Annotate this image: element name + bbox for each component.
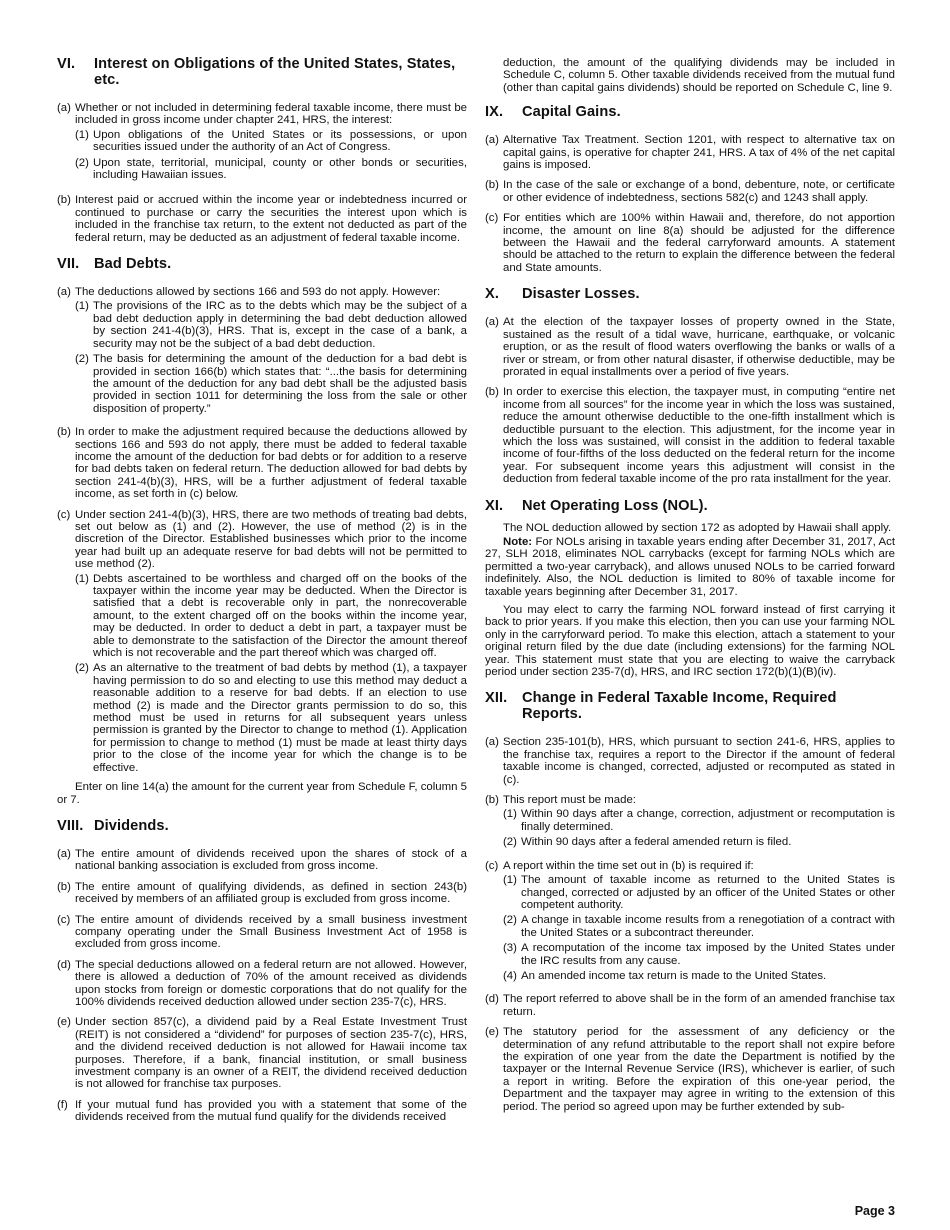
paragraph-item bbox=[485, 316, 895, 378]
paragraph-item bbox=[485, 179, 895, 204]
subitem-text: A recomputation of the income tax imposed by the United States under the IRC results from any cause. bbox=[521, 942, 895, 967]
paragraph: The NOL deduction allowed by section 172 as adopted by Hawaii shall apply. bbox=[503, 521, 892, 534]
section-title: Dividends. bbox=[94, 817, 169, 834]
item-label: (a) bbox=[485, 134, 499, 147]
item-text: In order to exercise this election, the taxpayer must, in computing “entire net income from all sources” for the income year in which the loss was sustained, reduce the amount otherwise deductible to the one-fifth installment which is deductible pursuant to the election. This adjustment, for the income year in which the loss was sustained, will consist in the addition to federal taxable income of four-fifths of the loss deducted on the federal return for the income year. For subsequent income years this adjustment will consist in the deduction from federal taxable income of the pro rata installment for the year. bbox=[503, 386, 895, 486]
item-text: This report must be made: bbox=[503, 794, 636, 807]
paragraph-item bbox=[485, 1026, 895, 1113]
subitem-text: An amended income tax return is made to the United States. bbox=[521, 969, 827, 982]
subitem-label: (1) bbox=[503, 808, 517, 821]
section-title: Disaster Losses. bbox=[522, 286, 640, 303]
item-text: In order to make the adjustment required because the deductions allowed by sections 166 and 593 do not apply, there must be added to federal taxable income the amount of the deduction for bad debts or for addition to a reserve for bad debts taken on federal return. The deduction allowed for bad debts by section 241-4(b)(3), HRS, will be a further adjustment of federal taxable income, as set forth in (c) below. bbox=[75, 426, 467, 501]
section-number: VII. bbox=[57, 256, 80, 273]
subitem bbox=[75, 129, 467, 154]
subitem bbox=[503, 914, 895, 939]
paragraph-item bbox=[57, 509, 467, 778]
paragraph-item bbox=[57, 194, 467, 244]
section-number: VIII. bbox=[57, 817, 84, 834]
section-heading bbox=[485, 690, 895, 722]
paragraph-item bbox=[57, 1099, 467, 1124]
subitem-label: (2) bbox=[75, 353, 89, 366]
item-label: (c) bbox=[57, 508, 71, 521]
left-column bbox=[57, 56, 467, 1132]
note-text: For NOLs arising in taxable years ending after December 31, 2017, Act 27, SLH 2018, eliminates NOL carrybacks (except for farming NOLs which are permitted a two-year carryback), and allows unused NOLs to be carried forward indefinitely. Also, the NOL deduction is limited to 80% of taxable income for taxable years beginning after December 31, 2017. bbox=[485, 535, 895, 598]
paragraph-item bbox=[485, 134, 895, 171]
item-label: (e) bbox=[485, 1026, 499, 1039]
item-text: The entire amount of qualifying dividends, as defined in section 243(b) received by members of an affiliated group is excluded from gross income. bbox=[75, 880, 467, 906]
right-column bbox=[485, 57, 895, 1121]
item-text: Under section 241-4(b)(3), HRS, there are two methods of treating bad debts, set out below as (1) and (2). However, the use of method (2) is in the discretion of the Director. Established businesses which prior to the income year had built up an adequate reserve for bad debts will not be permitted to use method (2). bbox=[75, 508, 467, 571]
subitem-text: Upon obligations of the United States or its possessions, or upon securities issued under the authority of an Act of Congress. bbox=[93, 128, 467, 154]
paragraph-item bbox=[57, 426, 467, 500]
item-label: (f) bbox=[57, 1098, 68, 1111]
item-text: The entire amount of dividends received upon the shares of stock of a national banking association is excluded from gross income. bbox=[75, 847, 467, 873]
subitem-text: Within 90 days after a federal amended return is filed. bbox=[521, 836, 792, 849]
paragraph-item bbox=[57, 881, 467, 906]
paragraph-item bbox=[57, 848, 467, 873]
subitem-text: The provisions of the IRC as to the debts which may be the subject of a bad debt deduction apply in determining the bad debt deduction allowed by section 241-4(b)(3), HRS. That is, except in the case of a bank, a security may not be the subject of a bad debt deduction. bbox=[93, 300, 467, 350]
subitem-text: Upon state, territorial, municipal, county or other bonds or securities, including Hawaiian issues. bbox=[93, 156, 467, 182]
paragraph: You may elect to carry the farming NOL forward instead of first carrying it back to prior years. If you make this election, then you can use your farming NOL only in the carryforward period. To make this election, attach a statement to your original return filed by the due date (including extensions) for the farming NOL year. This statement must state that you are electing to waive the carryback period under section 235-7(d), HRS, and IRC section 172(b)(1)(B)(iv). bbox=[485, 604, 895, 679]
subitem-text: The basis for determining the amount of the deduction for a bad debt is provided in section 166(b) which states that: “...the basis for determining the amount of the deduction for any bad debt shall be the adjusted basis provided in section 1011 for determining the loss from the sale or other disposition of property.” bbox=[93, 353, 467, 415]
subitem bbox=[75, 157, 467, 182]
subitem-label: (4) bbox=[503, 969, 517, 982]
subitem bbox=[75, 353, 467, 415]
subitem bbox=[503, 970, 895, 982]
subitem bbox=[503, 874, 895, 911]
paragraph-item bbox=[485, 212, 895, 274]
section-heading bbox=[485, 498, 895, 514]
subitem-text: Debts ascertained to be worthless and charged off on the books of the taxpayer within the income year may be deducted. When the Director is satisfied that a debt is recoverable only in part, the nonrecoverable amount, to the extent charged off on the books within the income year, may be deducted. In order to deduct a debt in part, a taxpayer must be able to demonstrate to the satisfaction of the Director the amount thereof which is not recoverable and the part thereof which was charged off. bbox=[93, 572, 467, 660]
item-label: (d) bbox=[485, 993, 499, 1006]
item-label: (b) bbox=[57, 880, 71, 893]
section-title: Change in Federal Taxable Income, Required Reports. bbox=[522, 690, 837, 723]
item-label: (a) bbox=[57, 286, 71, 299]
subitem bbox=[75, 300, 467, 350]
paragraph-item bbox=[485, 993, 895, 1018]
item-text: Interest paid or accrued within the income year or indebtedness incurred or continued to purchase or carry the securities the interest upon which is included in the franchise tax return, to the extent not deducted as part of the federal return, may be deducted as an adjustment of federal taxable income. bbox=[75, 194, 467, 244]
section-number: XII. bbox=[485, 690, 508, 707]
item-text: Whether or not included in determining federal taxable income, there must be included in gross income under chapter 241, HRS, the interest: bbox=[75, 102, 467, 127]
subitem-label: (2) bbox=[75, 156, 89, 169]
section-number: X. bbox=[485, 286, 499, 303]
item-label: (b) bbox=[485, 794, 499, 807]
subitem-text: As an alternative to the treatment of bad debts by method (1), a taxpayer having permission to do so and electing to use this method may deduct a reasonable addition to a reserve for bad debts. If an election to use method (2) is made and the Director grants permission to do so, this method must be used in returns for all subsequent years unless permission is granted by the Director to change to method (1). Application for permission to change to method (1) must be made at least thirty days prior to the close of the income year for which the change is to be effective. bbox=[93, 662, 467, 774]
section-heading bbox=[57, 818, 467, 834]
subitem-label: (2) bbox=[75, 662, 89, 675]
section-heading bbox=[485, 104, 895, 120]
item-text: The entire amount of dividends received by a small business investment company operating under the Small Business Investment Act of 1958 is excluded from gross income. bbox=[75, 913, 467, 951]
item-text: The special deductions allowed on a federal return are not allowed. However, there is allowed a deduction of 70% of the amount received as dividends upon stocks from foreign or domestic corporations that do not qualify for the 100% dividends received deduction allowed under section 235-7(c), HRS. bbox=[75, 958, 467, 1008]
item-label: (e) bbox=[57, 1016, 71, 1029]
subitem bbox=[75, 573, 467, 660]
subitem bbox=[503, 836, 895, 848]
paragraph-item bbox=[57, 1016, 467, 1090]
section-number: VI. bbox=[57, 56, 76, 72]
item-text: The report referred to above shall be in the form of an amended franchise tax return. bbox=[503, 993, 895, 1018]
item-text: Section 235-101(b), HRS, which pursuant to section 241-6, HRS, applies to the franchise tax, requires a report to the Director if the amount of federal taxable income is changed, corrected, adjusted or recomputed as stated in (c). bbox=[503, 736, 895, 786]
paragraph-item bbox=[485, 860, 895, 986]
item-label: (c) bbox=[485, 212, 499, 225]
subitem-label: (1) bbox=[75, 300, 89, 313]
page-number: Page 3 bbox=[854, 1204, 895, 1218]
section-heading bbox=[57, 56, 467, 88]
item-label: (a) bbox=[57, 847, 71, 860]
subitem-text: Within 90 days after a change, correction, adjustment or recomputation is finally determined. bbox=[521, 808, 895, 833]
paragraph-item bbox=[485, 386, 895, 485]
item-label: (b) bbox=[485, 179, 499, 192]
paragraph-item bbox=[57, 959, 467, 1009]
item-text: If your mutual fund has provided you with a statement that some of the dividends received from the mutual fund qualify for the dividends received bbox=[75, 1098, 467, 1124]
item-label: (d) bbox=[57, 958, 71, 971]
subitem-text: The amount of taxable income as returned to the United States is changed, corrected or adjusted by an officer of the United States or other competent authority. bbox=[521, 874, 895, 911]
item-label: (a) bbox=[57, 102, 71, 114]
section-heading bbox=[57, 256, 467, 272]
item-label: (b) bbox=[57, 194, 71, 207]
section-heading bbox=[485, 286, 895, 302]
item-label: (c) bbox=[485, 859, 499, 872]
item-text: Alternative Tax Treatment. Section 1201, with respect to alternative tax on capital gains, is operative for chapter 241, HRS. A tax of 4% of the net capital gains is imposed. bbox=[503, 134, 895, 172]
item-text: At the election of the taxpayer losses of property owned in the State, sustained as the result of a tidal wave, hurricane, earthquake, or volcanic eruption, or as the result of flood waters overflowing the banks or walls of a river or stream, or from other natural disaster, if otherwise deductible, may be prorated in equal installments over a period of five years. bbox=[503, 316, 895, 378]
section-number: XI. bbox=[485, 497, 504, 514]
paragraph-item bbox=[485, 736, 895, 786]
paragraph-continued: deduction, the amount of the qualifying dividends may be included in Schedule C, column 5. Other taxable dividends received from the mutual fund (other than capital gains dividends) should be reported on Schedule C, line 9. bbox=[503, 57, 895, 94]
item-text: A report within the time set out in (b) is required if: bbox=[503, 859, 754, 872]
paragraph-item bbox=[57, 914, 467, 951]
section-number: IX. bbox=[485, 104, 504, 121]
paragraph: Enter on line 14(a) the amount for the current year from Schedule F, column 5 or 7. bbox=[57, 781, 467, 806]
item-label: (a) bbox=[485, 316, 499, 329]
item-label: (a) bbox=[485, 736, 499, 749]
item-text: In the case of the sale or exchange of a bond, debenture, note, or certificate or other evidence of indebtedness, sections 582(c) and 1243 shall apply. bbox=[503, 179, 895, 204]
subitem-text: A change in taxable income results from a renegotiation of a contract with the United States or a subcontract thereunder. bbox=[521, 914, 895, 939]
item-label: (b) bbox=[57, 426, 71, 439]
subitem bbox=[503, 942, 895, 967]
item-text: The deductions allowed by sections 166 and 593 do not apply. However: bbox=[75, 286, 441, 299]
subitem-label: (3) bbox=[503, 942, 517, 955]
item-label: (c) bbox=[57, 913, 71, 926]
item-text: For entities which are 100% within Hawaii and, therefore, do not apportion income, the amount on line 8(a) should be adjusted for the difference between the Hawaii and the federal carryforward amounts. A statement should be attached to the return to explain the difference between the federal and State amounts. bbox=[503, 212, 895, 274]
item-text: The statutory period for the assessment of any deficiency or the determination of any refund attributable to the report shall not expire before the expiration of one year from the date the Department is notified by the taxpayer or the Internal Revenue Service (IRS), whichever is earlier, of such a report in writing. Before the expiration of this one-year period, the Department and the taxpayer may agree in writing to the extension of this period. The period so agreed upon may be further extended by sub- bbox=[503, 1026, 895, 1113]
subitem bbox=[503, 808, 895, 833]
section-title: Net Operating Loss (NOL). bbox=[522, 497, 708, 514]
item-text: Under section 857(c), a dividend paid by a Real Estate Investment Trust (REIT) is not considered a “dividend” for purposes of section 235-7(c), HRS, and the dividend received deduction is not allowed for Hawaii income tax purposes. Therefore, if a bank, financial institution, or small business investment company is an owner of a REIT, the dividend received deduction is not allowed for franchise tax purposes. bbox=[75, 1016, 467, 1091]
paragraph-item bbox=[57, 102, 467, 184]
paragraph-item bbox=[485, 794, 895, 852]
subitem-label: (2) bbox=[503, 914, 517, 927]
section-title: Capital Gains. bbox=[522, 104, 621, 121]
section-title: Interest on Obligations of the United States, States, etc. bbox=[94, 56, 456, 88]
item-label: (b) bbox=[485, 386, 499, 399]
subitem-label: (1) bbox=[75, 128, 89, 141]
note-paragraph bbox=[485, 536, 895, 598]
paragraph-item bbox=[57, 286, 467, 418]
subitem-label: (2) bbox=[503, 836, 517, 849]
note-label: Note: bbox=[503, 535, 533, 548]
section-title: Bad Debts. bbox=[94, 256, 172, 273]
subitem-label: (1) bbox=[75, 572, 89, 585]
subitem-label: (1) bbox=[503, 874, 517, 887]
subitem bbox=[75, 662, 467, 774]
